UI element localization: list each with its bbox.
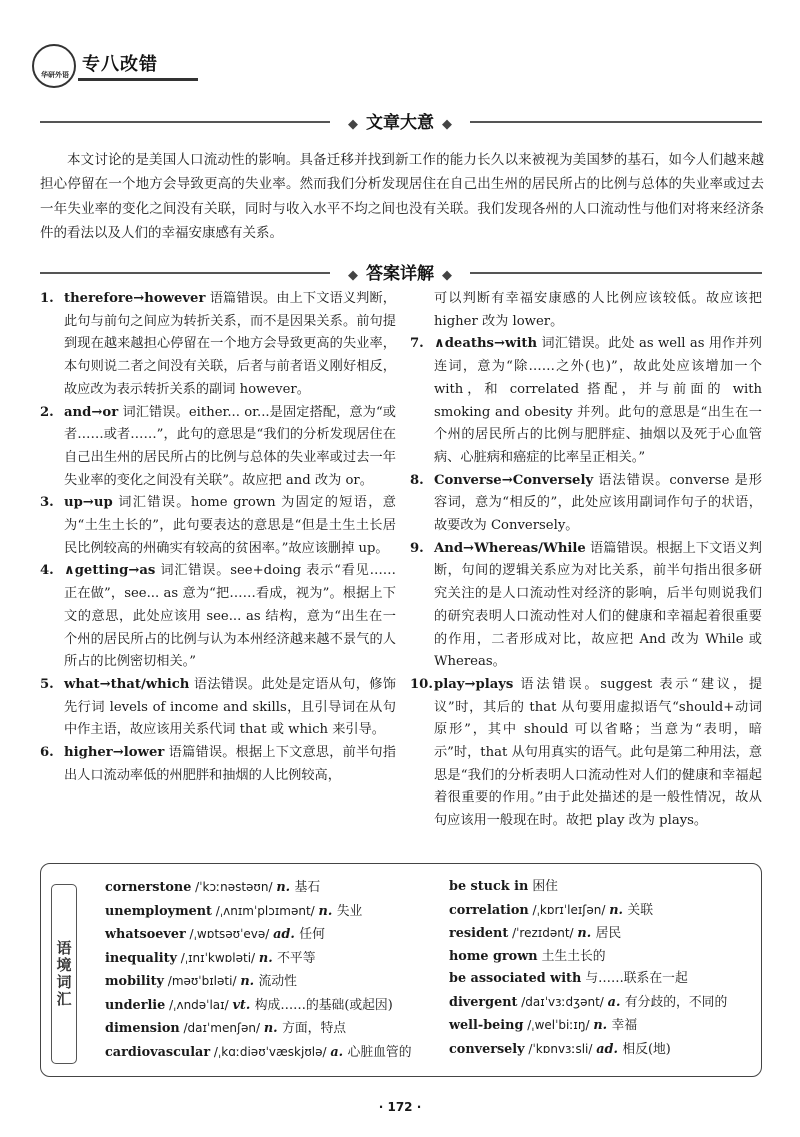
vocabulary-box: [40, 863, 762, 1077]
vocab-pos: a.: [330, 1044, 348, 1060]
vocab-definition: 失业: [336, 903, 363, 919]
answers-heading-text: 答案详解: [366, 264, 434, 284]
vocab-pos: n.: [609, 902, 628, 918]
diamond-icon: ◆: [442, 268, 452, 283]
vocab-definition: 相反(地): [622, 1041, 671, 1057]
vocab-phonetic: /daɪˈvɜːdʒənt/: [517, 994, 608, 1009]
answer-item: 3. up→up 词汇错误。home grown 为固定的短语，意为“土生土长的”，此句要表达的意思是“但是土生土长居民比例较高的州确实有较高的贫困率。”故应该删掉 up。: [40, 495, 396, 556]
chapter-title: 专八改错: [82, 54, 158, 75]
vocab-pos: n.: [593, 1018, 612, 1033]
vocabulary-list-right: [449, 876, 749, 1061]
vocab-phonetic: /ˌɪnɪˈkwɒləti/: [176, 950, 259, 965]
vocab-word: well-being: [449, 1018, 524, 1033]
answer-item: 9. And→Whereas/While 语篇错误。根据上下文语义判断，句间的逻辑关系应为对比关系，前半句指出很多研究关注的是人口流动性对经济的影响，后半句则说我们的研究表明人口流动性对人们的健康和幸福起着很重要的作用，二者形成对比，故应把 And 改为 While 或 Whereas。: [410, 540, 762, 670]
vocab-word: dimension: [105, 1021, 180, 1036]
vocab-phonetic: /ˈkɔːnəstəʊn/: [191, 880, 277, 894]
logo-text: 华研外语: [41, 71, 69, 79]
vocab-definition: 关联: [627, 902, 653, 918]
vocabulary-label: 语境词汇: [51, 884, 77, 1064]
diamond-icon: ◆: [442, 117, 452, 132]
vocabulary-entry: [105, 900, 445, 924]
answer-item: 4. ∧getting→as 词汇错误。see+doing 表示“看见……正在做”，see... as 意为“把……看成，视为”。根据上下文的意思，此处应该用 see... as 结构，意为“出生在一个州的居民所占的比例与认为本州经济越来越不景气的人所占的比例密切相关。”: [40, 563, 396, 670]
vocab-definition: 有分歧的，不同的: [624, 994, 728, 1010]
vocab-word: be stuck in: [449, 879, 529, 894]
vocabulary-entry: [105, 994, 445, 1018]
vocabulary-entry: [449, 1014, 749, 1038]
vocab-word: cardiovascular: [105, 1044, 211, 1060]
vocab-pos: n.: [276, 880, 295, 895]
vocab-definition: 不平等: [277, 950, 316, 966]
page-number: · 172 ·: [378, 1100, 422, 1114]
vocabulary-entry: [449, 946, 749, 969]
vocab-phonetic: /ˌwelˈbiːɪŋ/: [523, 1018, 594, 1032]
vocabulary-entry: [449, 876, 749, 899]
answers-heading: [0, 259, 800, 284]
answers-left-column: [40, 288, 396, 787]
vocab-word: home grown: [449, 948, 538, 964]
answer-item: 1. therefore→however 语篇错误。由上下文语义判断，此句与前句之间应为转折关系，而不是因果关系。前句提到现在越来越担心停留在一个地方会导致更高的失业率，本句则说二者之间没有关联，后者与前者语义刚好相反，故应改为表示转折关系的副词 however。: [40, 291, 396, 397]
vocab-phonetic: /daɪˈmenʃən/: [179, 1021, 264, 1035]
vocab-definition: 困住: [532, 879, 558, 894]
answer-item: 2. and→or 词汇错误。either... or...是固定搭配，意为“或者……或者……”，此句的意思是“我们的分析发现居住在自己出生州的居民所占的比例与总体的失业率或过去一年失业率的变化之间没有关联”。故应把 and 改为 or。: [40, 404, 396, 488]
vocab-phonetic: /ˈrezɪdənt/: [508, 926, 578, 940]
diamond-icon: ◆: [348, 117, 358, 132]
vocab-definition: 构成……的基础(或起因): [254, 997, 393, 1013]
vocabulary-list-left: [105, 876, 445, 1064]
vocabulary-entry: [449, 991, 749, 1015]
vocabulary-entry: [105, 1017, 445, 1041]
vocab-definition: 与……联系在一起: [585, 971, 688, 986]
vocab-pos: vt.: [232, 997, 255, 1013]
answer-item-continuation: 可以判断有幸福安康感的人比例应该较低。故应该把 higher 改为 lower。: [434, 291, 762, 329]
summary-paragraph: 本文讨论的是美国人口流动性的影响。具备迁移并找到新工作的能力长久以来被视为美国梦的基石，如今人们越来越担心停留在一个地方会导致更高的失业率。然而我们分析发现居住在自己出生州的居民所占的比例与总体的失业率或过去一年失业率的变化之间没有关联，同时与收入水平不均之间也没有关联。我们发现各州的人口流动性与他们对将来经济条件的看法以及人们的幸福安康感有关系。: [40, 151, 764, 241]
vocab-pos: n.: [318, 903, 337, 919]
vocab-word: underlie: [105, 997, 166, 1013]
diamond-icon: ◆: [348, 268, 358, 283]
vocab-phonetic: /ˌʌndəˈlaɪ/: [165, 997, 233, 1012]
vocab-definition: 居民: [595, 926, 622, 941]
vocab-pos: n.: [258, 950, 278, 966]
vocab-word: mobility: [105, 974, 164, 989]
answer-item: 6. higher→lower 语篇错误。根据上下文意思，前半句指出人口流动率低的州肥胖和抽烟的人比例较高，: [40, 745, 396, 783]
vocab-word: correlation: [449, 902, 529, 918]
vocabulary-entry: [105, 923, 445, 947]
answers-right-column: [410, 288, 762, 833]
vocab-phonetic: /məʊˈbɪləti/: [163, 974, 241, 988]
answer-item: 5. what→that/which 语法错误。此处是定语从句，修饰先行词 levels of income and skills，且引导词在从句中作主语，故应该用关系代词 that 或 which 来引导。: [40, 676, 396, 738]
vocab-definition: 幸福: [611, 1018, 638, 1033]
vocab-phonetic: /ˌwɒtsəʊˈevə/: [185, 927, 274, 941]
vocab-pos: n.: [577, 926, 596, 941]
vocab-pos: a.: [607, 994, 625, 1010]
vocab-phonetic: /ˌkɒrɪˈleɪʃən/: [528, 902, 610, 917]
chapter-header: [28, 40, 180, 90]
vocabulary-entry: [449, 922, 749, 946]
vocabulary-entry: [449, 899, 749, 923]
vocabulary-entry: [105, 970, 445, 994]
vocab-phonetic: /ˌʌnɪmˈplɔɪmənt/: [211, 903, 319, 918]
vocab-pos: n.: [240, 974, 259, 989]
vocab-word: unemployment: [105, 903, 212, 919]
vocabulary-entry: [449, 1038, 749, 1062]
vocab-definition: 流动性: [258, 974, 297, 989]
vocab-phonetic: /ˌkɑːdiəʊˈvæskjʊlə/: [210, 1044, 331, 1059]
header-rule: [78, 78, 198, 81]
summary-heading: [0, 108, 800, 133]
vocab-definition: 基石: [294, 880, 321, 895]
vocabulary-entry: [105, 876, 445, 900]
answer-item: 8. Converse→Conversely 语法错误。converse 是形容词，意为“相反的”，此处应该用副词作句子的状语，故要改为 Conversely。: [410, 472, 762, 534]
vocab-word: resident: [449, 926, 509, 941]
vocab-word: divergent: [449, 994, 518, 1010]
vocab-word: conversely: [449, 1041, 525, 1057]
answer-item: 7. ∧deaths→with 词汇错误。此处 as well as 用作并列连词，意为“除……之外(也)”，故此处应该增加一个 with，和 correlated 搭配，并与前面的 with smoking and obesity 并列。此句的意思是“出生在一个州的居民所占的比例与肥胖症、抽烟以及死于心血管病、心脏病和癌症的比率呈正相关。”: [410, 336, 762, 465]
vocab-word: cornerstone: [105, 880, 192, 895]
vocab-definition: 方面，特点: [282, 1021, 347, 1036]
vocab-definition: 心脏血管的: [347, 1044, 412, 1060]
vocab-word: inequality: [105, 950, 177, 966]
vocabulary-entry: [105, 947, 445, 971]
vocab-definition: 土生土长的: [541, 948, 606, 964]
vocabulary-entry: [105, 1041, 445, 1065]
vocab-definition: 任何: [299, 927, 325, 942]
summary-heading-text: 文章大意: [366, 113, 434, 133]
vocabulary-entry: [449, 968, 749, 991]
publisher-logo: [32, 44, 76, 88]
vocab-pos: ad.: [596, 1041, 623, 1057]
vocab-pos: n.: [263, 1021, 283, 1036]
vocab-pos: ad.: [273, 927, 300, 942]
vocab-word: be associated with: [449, 971, 582, 986]
vocab-phonetic: /ˈkɒnvɜːsli/: [524, 1041, 597, 1056]
vocab-word: whatsoever: [105, 927, 186, 942]
answer-item: 10.play→plays 语法错误。suggest 表示“建议，提议”时，其后的 that 从句要用虚拟语气“should+动词原形”，其中 should 可以省略；当意为“表明，暗示”时，that 从句用真实的语气。此句是第二种用法，意思是“我们的分析表明人口流动性对人们的健康和幸福起着很重要的作用。”由于此处描述的是一般性情况，故从句应该用一般现在时。故把 play 改为 plays。: [410, 676, 763, 829]
